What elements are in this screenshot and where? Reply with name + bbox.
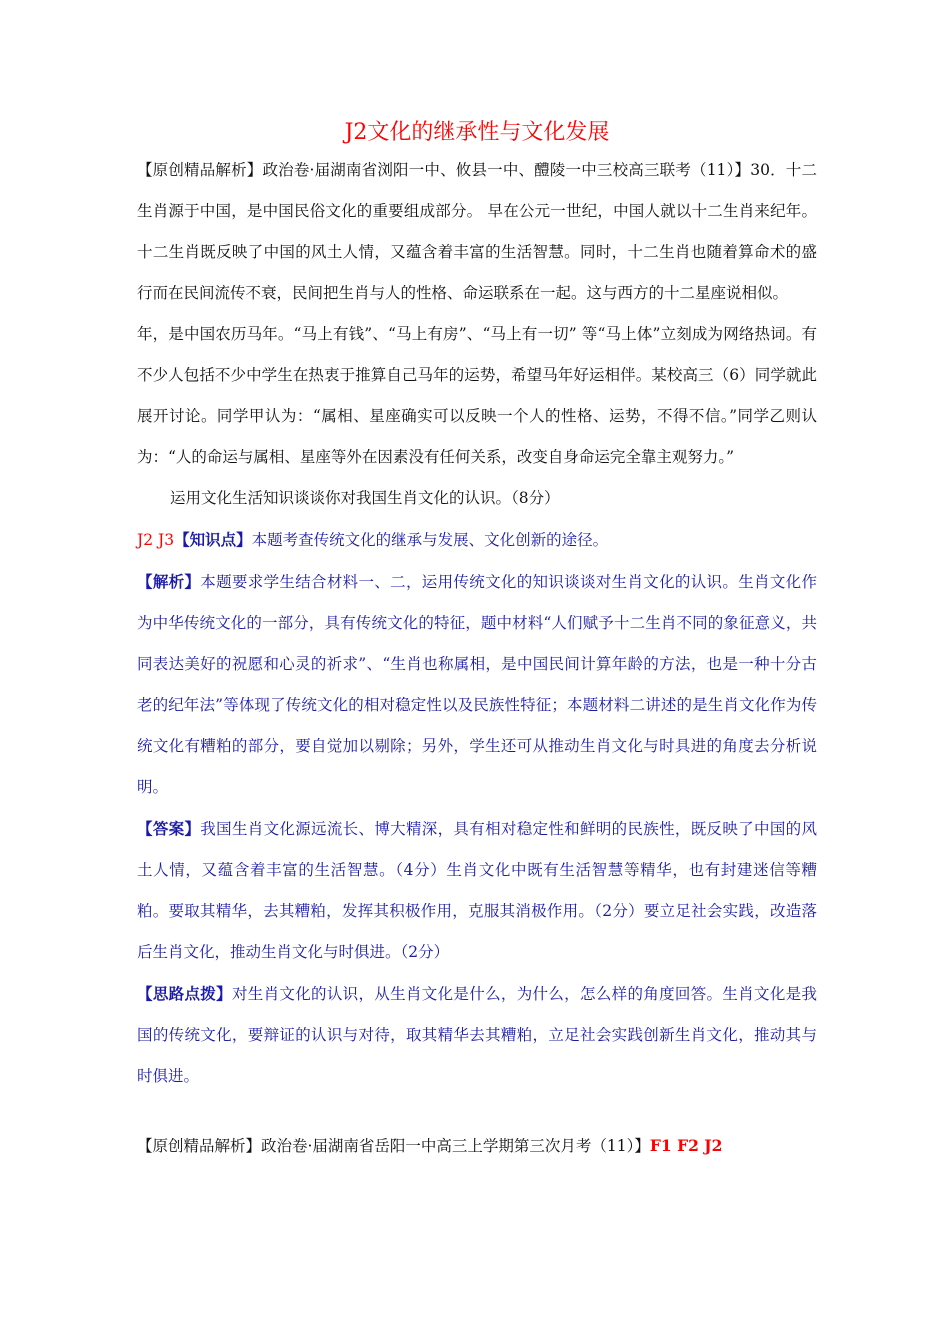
paragraph-spacer <box>137 1097 817 1125</box>
next-question-codes: F1 F2 J2 <box>649 1136 723 1155</box>
answer-paragraph <box>137 808 817 973</box>
thinking-text: 对生肖文化的认识，从生肖文化是什么，为什么，怎么样的角度回答。生肖文化是我国的传统文化，要辩证的认识与对待，取其精华去其糟粕，立足社会实践创新生肖文化，推动其与时俱进。 <box>137 985 817 1085</box>
next-question-source-text: 【原创精品解析】政治卷·届湖南省岳阳一中高三上学期第三次月考（11）】 <box>137 1137 650 1155</box>
document-page <box>137 118 817 1167</box>
knowledge-text: 本题考查传统文化的继承与发展、文化创新的途径。 <box>251 531 609 549</box>
answer-label: 【答案】 <box>137 819 201 838</box>
next-question-source <box>137 1125 817 1167</box>
knowledge-point-paragraph <box>137 519 817 561</box>
analysis-label: 【解析】 <box>137 572 201 591</box>
answer-text: 我国生肖文化源远流长、博大精深，具有相对稳定性和鲜明的民族性，既反映了中国的风土人情，又蕴含着丰富的生活智慧。（4分）生肖文化中既有生活智慧等精华，也有封建迷信等糟粕。要取其精华，去其糟粕，发挥其积极作用，克服其消极作用。（2分）要立足社会实践，改造落后生肖文化，推动生肖文化与时俱进。（2分） <box>137 820 817 961</box>
material-two-paragraph <box>137 314 817 478</box>
analysis-paragraph <box>137 561 817 808</box>
page-title: J2文化的继承性与文化发展 <box>344 120 610 145</box>
thinking-paragraph <box>137 973 817 1097</box>
question-source-paragraph <box>137 150 817 314</box>
question-prompt-text: 运用文化生活知识谈谈你对我国生肖文化的认识。（8分） <box>170 489 560 507</box>
thinking-label: 【思路点拨】 <box>137 984 232 1003</box>
material-two-text: 年，是中国农历马年。“马上有钱”、“马上有房”、“马上有一切” 等“马上体”立刻成为网络热词。有不少人包括不少中学生在热衷于推算自己马年的运势，希望马年好运相伴。某校高三（6）同学就此展开讨论。同学甲认为：“属相、星座确实可以反映一个人的性格、运势，不得不信。”同学乙则认为：“人的命运与属相、星座等外在因素没有任何关系，改变自身命运完全靠主观努力。” <box>137 325 817 466</box>
question-source-text: 【原创精品解析】政治卷·届湖南省浏阳一中、攸县一中、醴陵一中三校高三联考（11）】30．十二生肖源于中国，是中国民俗文化的重要组成部分。 早在公元一世纪，中国人就以十二生肖来纪年。十二生肖既反映了中国的风土人情，又蕴含着丰富的生活智慧。同时，十二生肖也随着算命术的盛行而在民间流传不衰，民间把生肖与人的性格、命运联系在一起。这与西方的十二星座说相似。 <box>137 161 817 302</box>
question-prompt <box>137 478 817 519</box>
knowledge-codes: J2 J3 <box>137 531 175 549</box>
knowledge-label: 【知识点】 <box>174 530 252 549</box>
analysis-text: 本题要求学生结合材料一、二，运用传统文化的知识谈谈对生肖文化的认识。生肖文化作为中华传统文化的一部分，具有传统文化的特征，题中材料“人们赋予十二生肖不同的象征意义，共同表达美好的祝愿和心灵的祈求”、“生肖也称属相，是中国民间计算年龄的方法，也是一种十分古老的纪年法”等体现了传统文化的相对稳定性以及民族性特征；本题材料二讲述的是生肖文化作为传统文化有糟粕的部分，要自觉加以剔除；另外，学生还可从推动生肖文化与时具进的角度去分析说明。 <box>137 573 817 796</box>
